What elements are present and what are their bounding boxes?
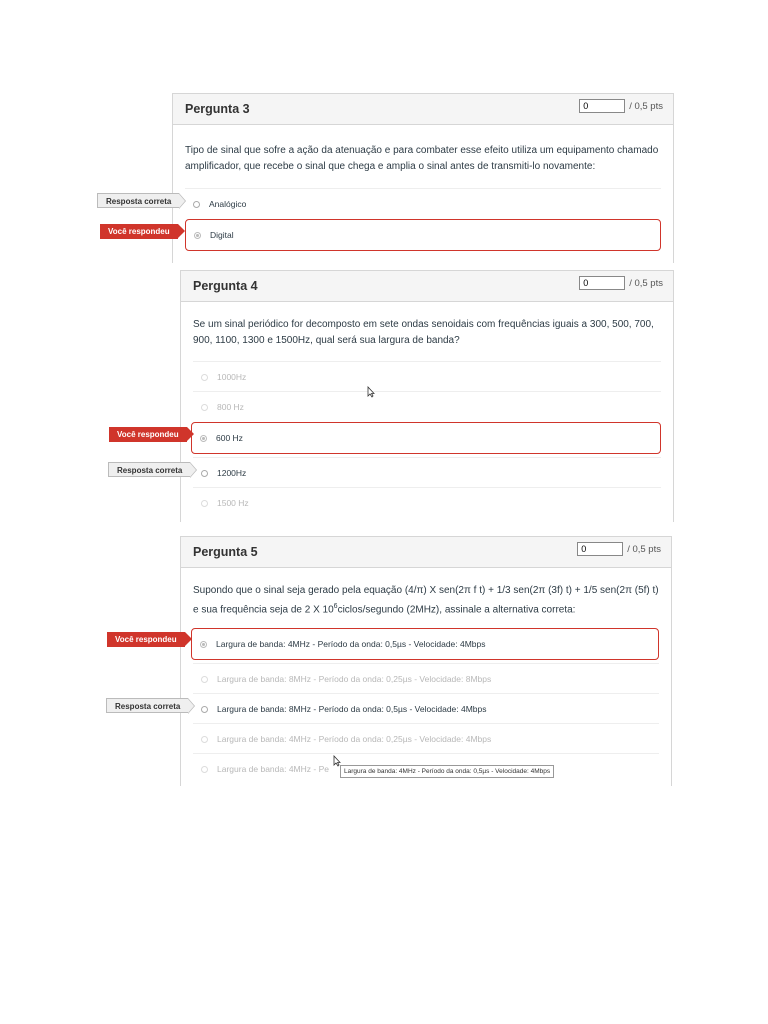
question-5-answer-1[interactable] (191, 628, 659, 660)
answer-label: Largura de banda: 4MHz - Período da onda: 0,5µs - Velocidade: 4Mbps (216, 639, 486, 649)
answer-label: 600 Hz (216, 433, 243, 443)
answer-label: Largura de banda: 4MHz - Período da onda: 0,25µs - Velocidade: 4Mbps (217, 734, 492, 744)
answer-label: Analógico (209, 199, 247, 209)
answer-label: Largura de banda: 4MHz - Pe (217, 764, 329, 774)
question-3-text: Tipo de sinal que sofre a ação da atenuação e para combater esse efeito utiliza um equipamento chamado amplificador, que recebe o sinal que chega e amplia o sinal antes de transmiti-lo novamente: (185, 145, 659, 172)
radio-icon[interactable] (201, 500, 208, 507)
question-4-answer-1[interactable] (193, 361, 661, 392)
you-answered-tag: Você respondeu (100, 224, 178, 239)
question-5-answer-2[interactable] (193, 663, 659, 694)
question-3-points-label: / 0,5 pts (629, 100, 663, 112)
question-5-answer-3[interactable] (193, 693, 659, 724)
question-5-header (181, 536, 671, 568)
radio-checked-icon[interactable] (200, 641, 207, 648)
radio-icon[interactable] (201, 404, 208, 411)
question-5-score-input[interactable] (577, 542, 623, 556)
question-3-points (579, 98, 663, 114)
answer-label: Digital (210, 230, 234, 240)
question-4-panel (180, 270, 674, 522)
radio-icon[interactable] (201, 736, 208, 743)
question-4-text: Se um sinal periódico for decomposto em sete ondas senoidais com frequências iguais a 300, 500, 700, 900, 1100, 1300 e 1500Hz, qual será sua largura de banda? (193, 319, 654, 346)
correct-answer-tag: Resposta correta (97, 193, 179, 208)
question-4-answer-2[interactable] (193, 391, 661, 422)
correct-answer-tag: Resposta correta (108, 462, 190, 477)
radio-checked-icon[interactable] (200, 435, 207, 442)
you-answered-tag: Você respondeu (107, 632, 185, 647)
radio-icon[interactable] (201, 676, 208, 683)
question-4-points (579, 275, 663, 291)
answer-label: 1500 Hz (217, 498, 249, 508)
question-5-panel (180, 536, 672, 786)
question-5-points-label: / 0,5 pts (627, 543, 661, 555)
question-5-text-exponent: 6 (333, 603, 338, 610)
question-4-header (181, 270, 673, 302)
radio-icon[interactable] (201, 706, 208, 713)
question-3-panel (172, 93, 674, 263)
answer-label: Largura de banda: 8MHz - Período da onda: 0,5µs - Velocidade: 4Mbps (217, 704, 487, 714)
question-5-text-part2: ciclos/segundo (2MHz), assinale a alternativa correta: (337, 604, 576, 616)
correct-answer-tag: Resposta correta (106, 698, 188, 713)
question-5-points (577, 541, 661, 557)
question-3-answer-2[interactable] (185, 219, 661, 251)
question-4-points-label: / 0,5 pts (629, 277, 663, 289)
answer-label: 1000Hz (217, 372, 247, 382)
question-4-title: Pergunta 4 (193, 279, 258, 293)
answer-label: 1200Hz (217, 468, 247, 478)
radio-icon[interactable] (201, 470, 208, 477)
question-4-answer-4[interactable] (193, 457, 661, 488)
answer-label: Largura de banda: 8MHz - Período da onda: 0,25µs - Velocidade: 8Mbps (217, 674, 492, 684)
question-5-title: Pergunta 5 (193, 545, 258, 559)
answer-tooltip: Largura de banda: 4MHz - Período da onda: 0,5µs - Velocidade: 4Mbps (340, 765, 554, 778)
question-4-answer-3[interactable] (191, 422, 661, 454)
radio-icon[interactable] (201, 374, 208, 381)
question-5-text (193, 583, 661, 618)
question-3-answer-1[interactable] (185, 188, 661, 219)
answer-label: 800 Hz (217, 402, 244, 412)
question-4-answer-5[interactable] (193, 487, 661, 518)
radio-icon[interactable] (201, 766, 208, 773)
question-3-title: Pergunta 3 (185, 102, 250, 116)
question-5-answer-4[interactable] (193, 723, 659, 754)
radio-icon[interactable] (193, 201, 200, 208)
question-3-header (173, 93, 673, 125)
question-3-score-input[interactable] (579, 99, 625, 113)
you-answered-tag: Você respondeu (109, 427, 187, 442)
radio-checked-icon[interactable] (194, 232, 201, 239)
question-5-text-part1: Supondo que o sinal seja gerado pela equação (4/π) X sen(2π f t) + 1/3 sen(2π (3f) t) + 1/5 sen(2π (5f) t) e sua frequência seja de 2 X 10 (193, 585, 659, 616)
question-4-score-input[interactable] (579, 276, 625, 290)
mouse-cursor-icon (367, 386, 375, 398)
